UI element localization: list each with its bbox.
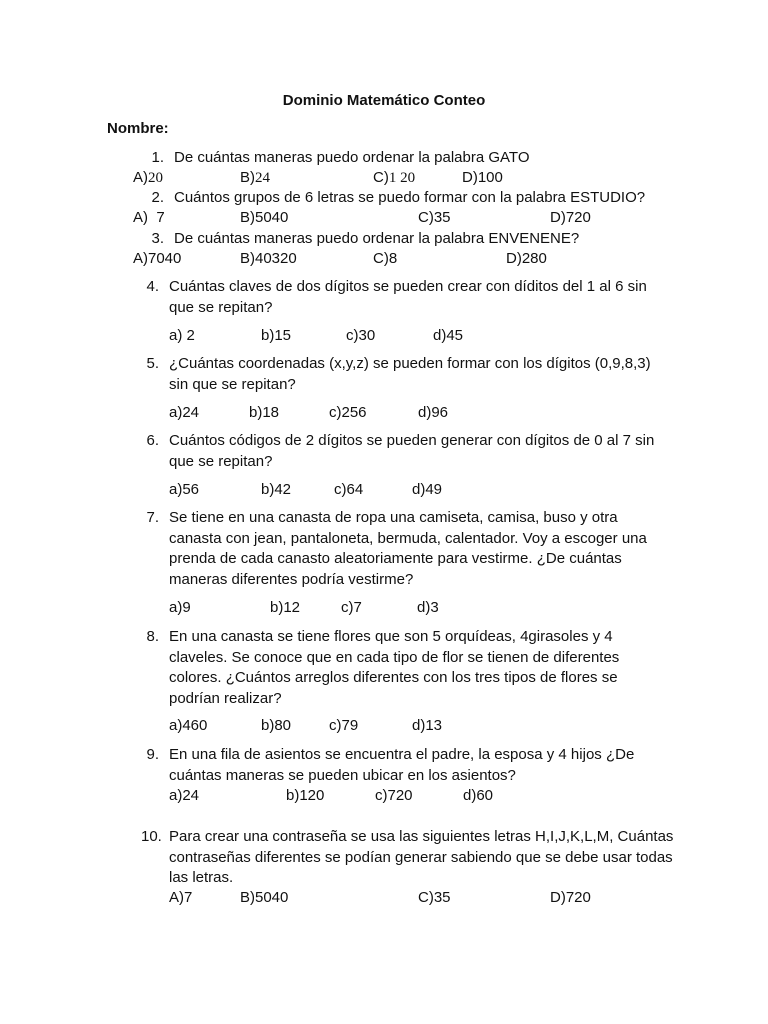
- question-number: 9.: [146, 746, 159, 763]
- option-d: D)100: [462, 169, 503, 186]
- option-a: A)7: [169, 889, 193, 906]
- question-text: De cuántas maneras puedo ordenar la palabra GATO: [174, 149, 530, 166]
- question-number: 8.: [146, 628, 159, 645]
- option-a: a)24: [169, 404, 200, 421]
- option-b: b)120: [286, 787, 325, 804]
- question-number: 5.: [146, 355, 159, 372]
- question-text: De cuántas maneras puedo ordenar la palabra ENVENENE?: [174, 230, 580, 247]
- option-d: d)13: [412, 717, 443, 734]
- question-number: 10.: [141, 828, 162, 845]
- question-number: 7.: [146, 509, 159, 526]
- question-text: ¿Cuántas coordenadas (x,y,z) se pueden formar con los dígitos (0,9,8,3) sin que se repitan?: [169, 355, 651, 393]
- option-b: b)42: [261, 481, 292, 498]
- option-b: b)18: [249, 404, 280, 421]
- option-d: D)720: [550, 209, 591, 226]
- option-a: a)56: [169, 481, 200, 498]
- question-text: En una canasta se tiene flores que son 5 orquídeas, 4girasoles y 4 claveles. Se conoce que en cada tipo de flor se tienen de diferentes colores. ¿Cuántos arreglos diferentes con los tres tipos de flores se podrían realizar?: [169, 628, 620, 707]
- option-c: C)8: [373, 250, 398, 267]
- option-d: d)60: [463, 787, 494, 804]
- page-title: Dominio Matemático Conteo: [282, 92, 486, 109]
- option-c: C)35: [418, 209, 451, 226]
- option-a-value: 20: [148, 170, 163, 186]
- question-number: 1.: [151, 149, 164, 166]
- option-b: b)80: [261, 717, 292, 734]
- option-c-value: 1 20: [388, 170, 416, 186]
- option-a: A)20: [133, 169, 163, 186]
- option-c: c)720: [375, 787, 413, 804]
- question-text: En una fila de asientos se encuentra el padre, la esposa y 4 hijos ¿De cuántas maneras se pueden ubicar en los asientos?: [169, 746, 635, 784]
- option-b: B)5040: [240, 209, 289, 226]
- question-text: Cuántas claves de dos dígitos se pueden crear con díditos del 1 al 6 sin que se repitan?: [169, 278, 647, 316]
- option-b: B)40320: [240, 250, 297, 267]
- option-a: a) 2: [169, 327, 195, 344]
- option-b: b)12: [270, 599, 301, 616]
- option-c: C)1 20: [373, 169, 416, 186]
- option-c: c)256: [329, 404, 367, 421]
- nombre-label: Nombre:: [107, 120, 169, 137]
- question-text: Se tiene en una canasta de ropa una camiseta, camisa, buso y otra canasta con jean, pantaloneta, bermuda, calentador. Voy a escoger una prenda de cada canasto aleatoriamente para vestirme. ¿De cuántas maneras diferentes podría vestirme?: [169, 509, 647, 588]
- option-b: b)15: [261, 327, 292, 344]
- option-a: a)24: [169, 787, 200, 804]
- option-b-value: 24: [255, 170, 270, 186]
- question-text: Cuántos grupos de 6 letras se puedo formar con la palabra ESTUDIO?: [174, 189, 646, 206]
- question-number: 4.: [146, 278, 159, 295]
- option-a: a)460: [169, 717, 208, 734]
- question-number: 6.: [146, 432, 159, 449]
- question-text: Para crear una contraseña se usa las siguientes letras H,I,J,K,L,M, Cuántas contraseñas diferentes se podían generar sabiendo que se debe usar todas las letras.: [169, 828, 674, 886]
- option-b: B)24: [240, 169, 270, 186]
- question-number: 3.: [151, 230, 164, 247]
- option-d: d)3: [417, 599, 439, 616]
- option-a: a)9: [169, 599, 191, 616]
- option-b: B)5040: [240, 889, 289, 906]
- option-c: c)79: [329, 717, 359, 734]
- option-c: c)64: [334, 481, 364, 498]
- option-d: d)96: [418, 404, 449, 421]
- option-d: d)49: [412, 481, 443, 498]
- question-number: 2.: [151, 189, 164, 206]
- option-d: d)45: [433, 327, 464, 344]
- option-d: D)720: [550, 889, 591, 906]
- option-a: A)7040: [133, 250, 182, 267]
- option-c: c)7: [341, 599, 362, 616]
- option-a: A) 7: [133, 209, 165, 226]
- option-c: C)35: [418, 889, 451, 906]
- option-d: D)280: [506, 250, 547, 267]
- question-text: Cuántos códigos de 2 dígitos se pueden generar con dígitos de 0 al 7 sin que se repitan?: [169, 432, 655, 470]
- option-c: c)30: [346, 327, 376, 344]
